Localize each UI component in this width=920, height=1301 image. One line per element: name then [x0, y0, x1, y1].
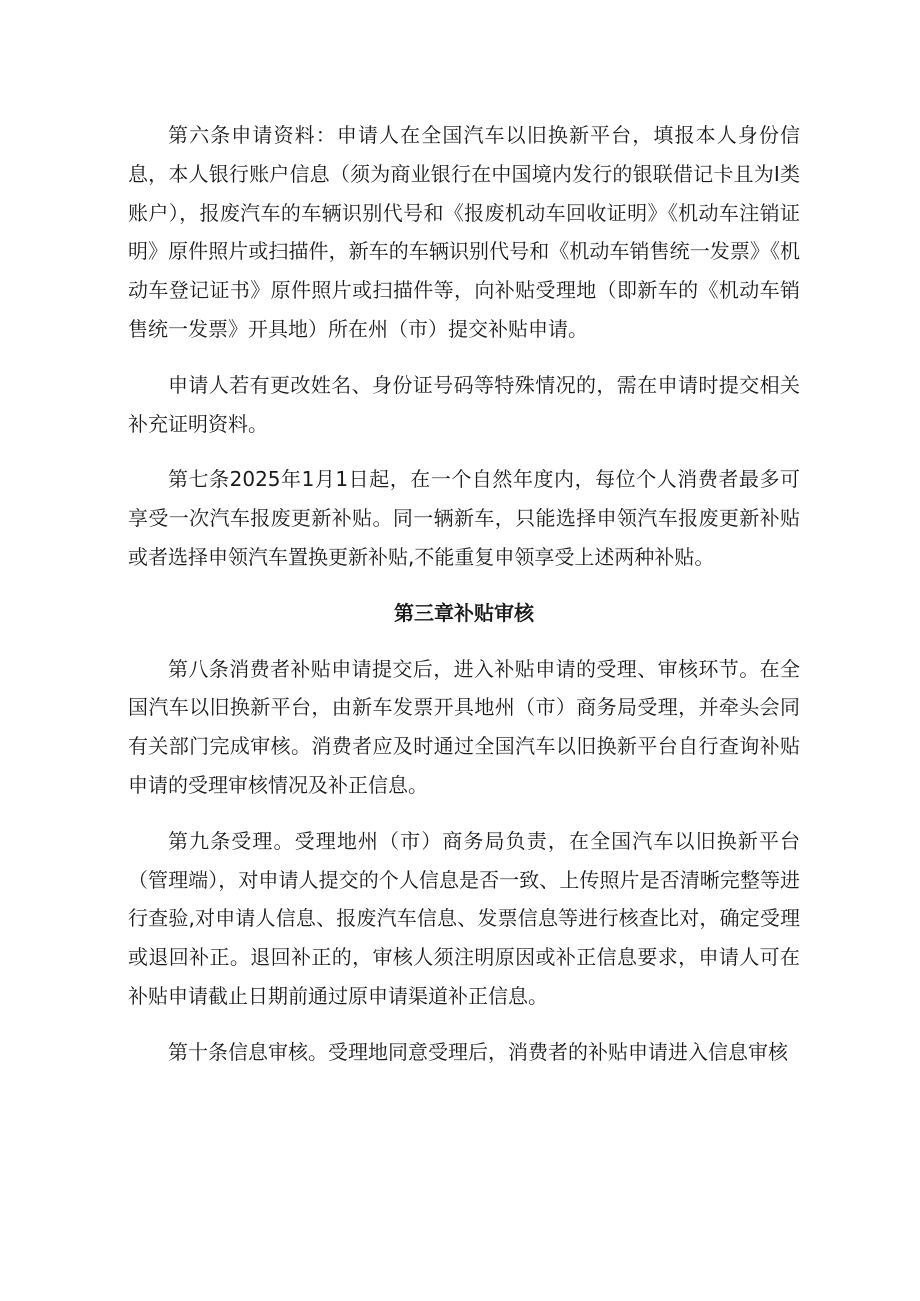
article-6-paragraph: 第六条申请资料：申请人在全国汽车以旧换新平台，填报本人身份信息，本人银行账户信息（须为商业银行在中国境内发行的银联借记卡且为I类账户），报废汽车的车辆识别代号和《报废机动车回收证明》《机动车注销证明》原件照片或扫描件，新车的车辆识别代号和《机动车销售统一发票》《机动车登记证书》原件照片或扫描件等，向补贴受理地（即新车的《机动车销售统一发票》开具地）所在州（市）提交补贴申请。	[128, 123, 800, 341]
chapter-heading: 第三章补贴审核	[394, 600, 534, 625]
article-10-paragraph: 第十条信息审核。受理地同意受理后，消费者的补贴申请进入信息审核	[168, 1039, 788, 1064]
document-body	[128, 116, 800, 1089]
article-6-supplement-paragraph: 申请人若有更改姓名、身份证号码等特殊情况的，需在申请时提交相关补充证明资料。	[128, 372, 800, 436]
article-9-paragraph: 第九条受理。受理地州（市）商务局负责，在全国汽车以旧换新平台（管理端），对申请人提交的个人信息是否一致、上传照片是否清晰完整等进行查验,对申请人信息、报废汽车信息、发票信息等进行核查比对，确定受理或退回补正。退回补正的，审核人须注明原因或补正信息要求，申请人可在补贴申请截止日期前通过原申请渠道补正信息。	[128, 828, 800, 1008]
article-7-paragraph: 第七条2025年1月1日起，在一个自然年度内，每位个人消费者最多可享受一次汽车报废更新补贴。同一辆新车，只能选择申领汽车报废更新补贴或者选择申领汽车置换更新补贴,不能重复申领享受上述两种补贴。	[128, 467, 800, 569]
article-8-paragraph: 第八条消费者补贴申请提交后，进入补贴申请的受理、审核环节。在全国汽车以旧换新平台，由新车发票开具地州（市）商务局受理，并牵头会同有关部门完成审核。消费者应及时通过全国汽车以旧换新平台自行查询补贴申请的受理审核情况及补正信息。	[128, 656, 800, 797]
